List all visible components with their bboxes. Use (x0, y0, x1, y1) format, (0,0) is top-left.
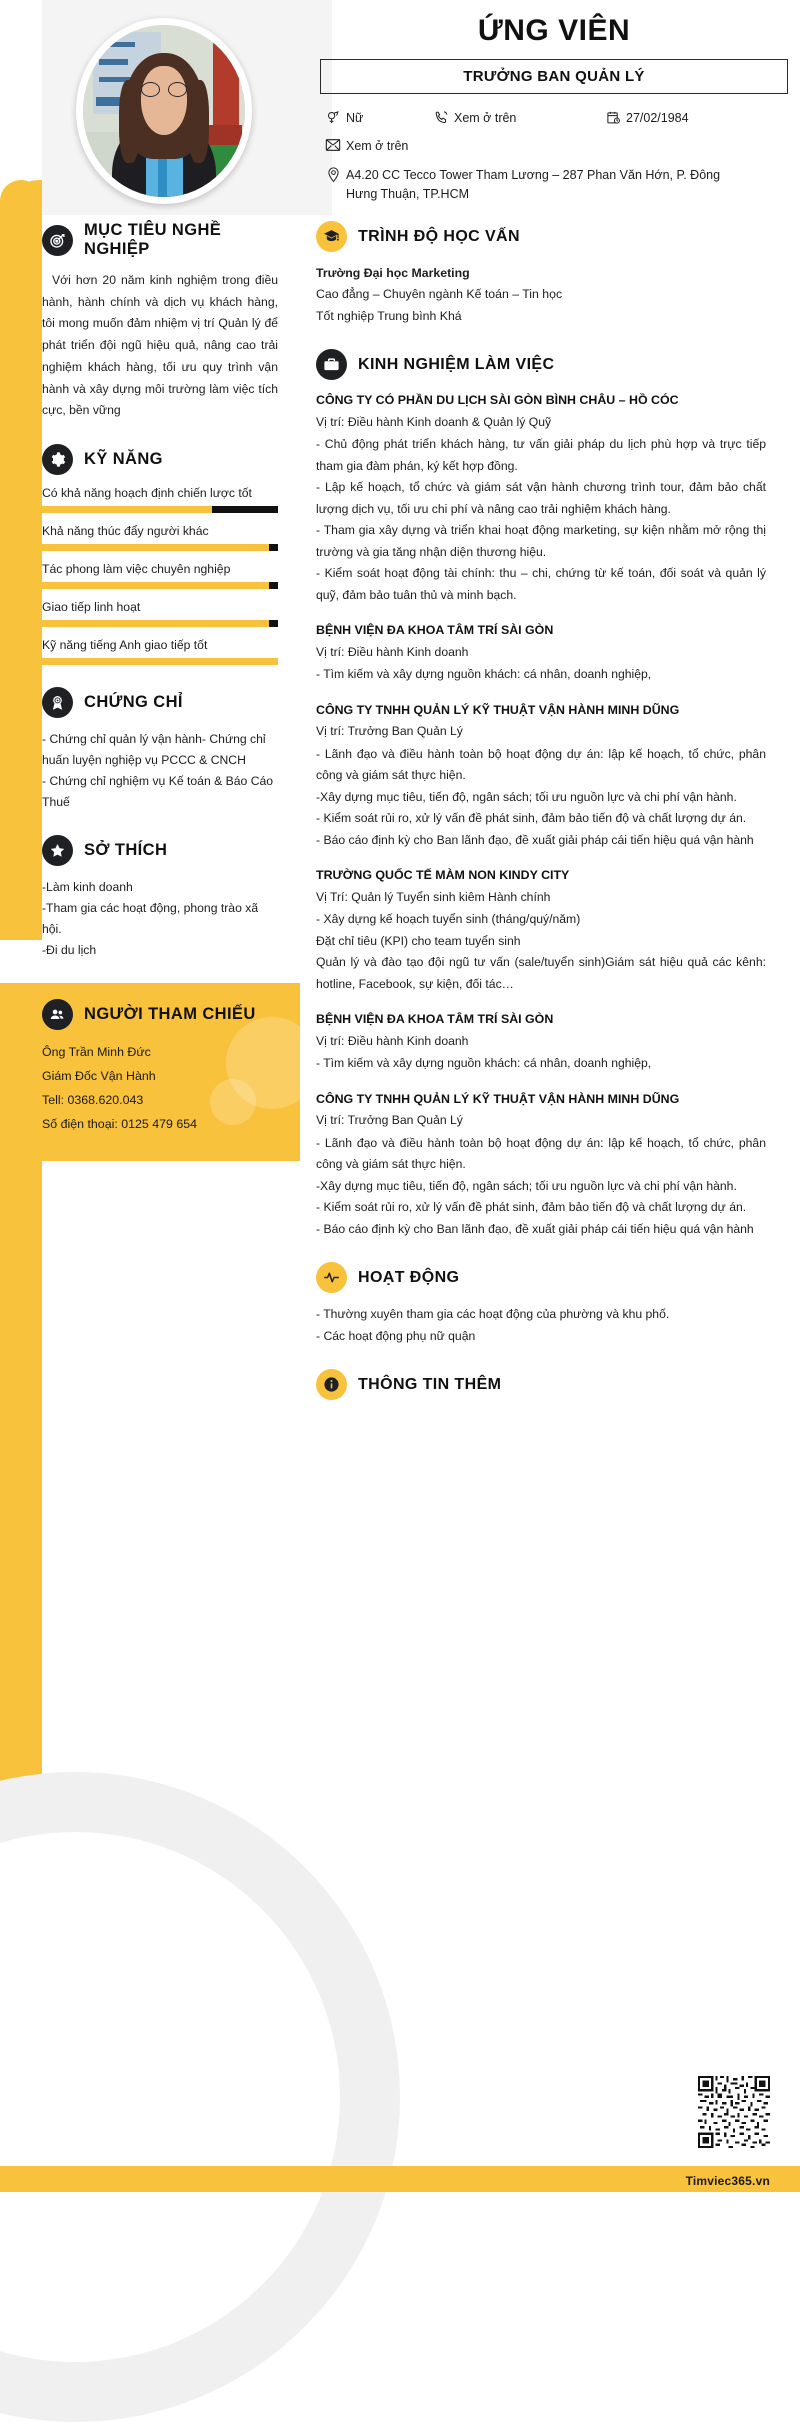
skill-label: Tác phong làm việc chuyên nghiệp (42, 562, 231, 577)
job-entry (316, 866, 766, 995)
job-role: Vị trí: Điều hành Kinh doanh (316, 644, 469, 659)
education-title: TRÌNH ĐỘ HỌC VẤN (358, 227, 520, 245)
reference-line: Ông Trần Minh Đức (42, 1044, 151, 1059)
job-duty: Đặt chỉ tiêu (KPI) cho team tuyển sinh (316, 933, 521, 948)
section-reference (0, 983, 300, 1161)
activities-header (316, 1262, 766, 1293)
skill-label: Kỹ năng tiếng Anh giao tiếp tốt (42, 638, 208, 653)
skill-bar-fill (42, 544, 269, 551)
section-objective (42, 221, 278, 422)
job-role: Vị trí: Điều hành Kinh doanh (316, 1033, 469, 1048)
graduation-cap-icon (316, 221, 347, 252)
skills-header (42, 444, 278, 475)
job-duty: - Chủ động phát triển khách hàng, tư vấn giải pháp du lịch phù hợp và trực tiếp tham gia đàm phán, ký kết hợp đồng. (316, 437, 766, 473)
calendar-icon (600, 109, 626, 125)
job-duty: -Xây dựng mục tiêu, tiến độ, ngân sách; tối ưu nguồn lực và chi phí vận hành. (316, 789, 737, 804)
award-icon (42, 687, 73, 718)
reference-line: Tell: 0368.620.043 (42, 1093, 144, 1108)
phone-icon (428, 109, 454, 125)
additional-title: THÔNG TIN THÊM (358, 1375, 502, 1393)
address-value: A4.20 CC Tecco Tower Tham Lương – 287 Phan Văn Hớn, P. Đông Hưng Thuận, TP.HCM (346, 167, 721, 202)
objective-title: MỤC TIÊU NGHỀ NGHIỆP (84, 221, 222, 258)
education-line: Cao đẳng – Chuyên ngành Kế toán – Tin học (316, 287, 563, 302)
certificate-item: - Chứng chỉ nghiệm vụ Kế toán & Báo Cáo Thuế (42, 774, 274, 809)
education-details (316, 284, 766, 327)
job-role: Vị Trí: Quản lý Tuyển sinh kiêm Hành chính (316, 889, 551, 904)
job-duty: - Kiểm soát hoạt động tài chính: thu – chi, chứng từ kế toán, đối soát và quản lý quỹ, đảm bảo tuân thủ và minh bạch. (316, 566, 766, 602)
certificate-item: - Chứng chỉ quản lý vận hành- Chứng chỉ huấn luyện nghiệp vụ PCCC & CNCH (42, 732, 266, 768)
skill-item (42, 486, 278, 513)
skill-bar-fill (42, 658, 278, 665)
job-entry (316, 701, 766, 851)
activity-pulse-icon (316, 1262, 347, 1293)
section-education (316, 221, 766, 327)
hobby-item: -Đi du lịch (42, 942, 97, 957)
phone-value: Xem ở trên (454, 111, 517, 125)
skill-bar-track (42, 544, 278, 551)
hobby-item: -Tham gia các hoạt động, phong trào xã hội. (42, 900, 259, 936)
job-role: Vị trí: Trưởng Ban Quản Lý (316, 1113, 463, 1128)
qr-code (698, 2076, 770, 2148)
activities-title: HOẠT ĐỘNG (358, 1268, 460, 1286)
job-duty: - Lập kế hoạch, tổ chức và giám sát vận hành chương trình tour, đảm bảo chất lượng dịch vụ, tối ưu chi phí và nâng cao trải nghiệm khách hàng. (316, 480, 766, 516)
contact-info (320, 109, 788, 205)
certificates-header (42, 687, 278, 718)
job-entry (316, 621, 766, 686)
section-additional (316, 1369, 766, 1400)
objective-header (42, 221, 278, 259)
activities-list (316, 1304, 766, 1347)
skill-bar-track (42, 506, 278, 513)
job-duty: Quản lý và đào tạo đội ngũ tư vấn (sale/tuyển sinh)Giám sát hiệu quả các kênh: hotline, Facebook, sự kiện, đối tác… (316, 955, 766, 991)
reference-title: NGƯỜI THAM CHIẾU (84, 1004, 256, 1023)
job-duty: - Báo cáo định kỳ cho Ban lãnh đạo, đề xuất giải pháp cái tiến hiệu quá vận hành (316, 1221, 754, 1236)
job-duty: - Tìm kiếm và xây dựng nguồn khách: cá nhân, doanh nghiệp, (316, 1056, 652, 1071)
contact-row-primary (320, 109, 788, 128)
job-duty: - Tham gia xây dựng và triển khai hoạt động marketing, sự kiện nhằm mở rộng thị trường và gia tăng nhận diện thương hiệu. (316, 523, 766, 559)
header-info (320, 14, 788, 214)
skill-item (42, 600, 278, 627)
experience-list (316, 391, 766, 1240)
star-icon (42, 835, 73, 866)
cv-body (0, 215, 800, 1422)
birthday-value: 27/02/1984 (626, 111, 689, 125)
skill-item (42, 638, 278, 665)
experience-title: KINH NGHIỆM LÀM VIỆC (358, 355, 555, 373)
additional-header (316, 1369, 766, 1400)
job-entry (316, 1010, 766, 1075)
section-hobbies (42, 835, 278, 961)
hobbies-title: SỞ THÍCH (84, 840, 168, 859)
job-entry (316, 1090, 766, 1240)
job-duty: - Báo cáo định kỳ cho Ban lãnh đạo, đề xuất giải pháp cái tiến hiệu quá vận hành (316, 832, 754, 847)
section-experience (316, 349, 766, 1240)
job-role: Vị trí: Trưởng Ban Quản Lý (316, 724, 463, 739)
section-skills (42, 444, 278, 665)
experience-header (316, 349, 766, 380)
gear-icon (42, 444, 73, 475)
qr-code-image (698, 2076, 770, 2148)
brand-label: Timviec365.vn (685, 2174, 770, 2188)
reference-line: Giám Đốc Vận Hành (42, 1069, 156, 1084)
hobby-item: -Làm kinh doanh (42, 879, 133, 894)
job-company: TRƯỜNG QUỐC TẾ MÀM NON KINDY CITY (316, 868, 570, 883)
education-header (316, 221, 766, 252)
sidebar (0, 221, 300, 1422)
gender-icon (320, 109, 346, 125)
briefcase-icon (316, 349, 347, 380)
section-certificates (42, 687, 278, 813)
contact-row-email (320, 137, 788, 156)
job-duty: - Kiểm soát rủi ro, xử lý vấn đề phát sinh, đảm bảo tiến độ và chất lượng dự án. (316, 1200, 747, 1215)
job-title-box: TRƯỞNG BAN QUẢN LÝ (320, 59, 788, 94)
job-duty: - Xây dựng kế hoạch tuyển sinh (tháng/quý/năm) (316, 912, 581, 927)
email-value: Xem ở trên (346, 139, 409, 154)
education-line: Tốt nghiệp Trung bình Khá (316, 308, 462, 323)
objective-text: Với hơn 20 năm kinh nghiệm trong điều hành, hành chính và dịch vụ khách hàng, tôi mong muốn đảm nhiệm vị trí Quản lý để phát triển đội ngũ hiệu quả, nâng cao trải nghiệm khách hàng, tối ưu quy trình vận hành và xây dựng môi trường làm việc tích cực, bền vững (42, 273, 278, 418)
skill-bar-track (42, 582, 278, 589)
skills-list (42, 486, 278, 665)
hobbies-header (42, 835, 278, 866)
gender-value: Nữ (346, 111, 364, 125)
contact-row-address (320, 166, 788, 205)
skill-label: Khả năng thúc đẩy người khác (42, 524, 209, 539)
job-role: Vị trí: Điều hành Kinh doanh & Quản lý Quỹ (316, 414, 552, 429)
skill-bar-fill (42, 506, 212, 513)
job-duty: - Tìm kiếm và xây dựng nguồn khách: cá nhân, doanh nghiệp, (316, 667, 652, 682)
education-school: Trường Đại học Marketing (316, 266, 470, 280)
skill-bar-track (42, 658, 278, 665)
activity-item: - Thường xuyên tham gia các hoạt động của phường và khu phố. (316, 1307, 670, 1322)
main-column (300, 221, 800, 1422)
certificates-list (42, 729, 278, 813)
job-duty: -Xây dựng mục tiêu, tiến độ, ngân sách; tối ưu nguồn lực và chi phí vận hành. (316, 1178, 737, 1193)
job-duty: - Lãnh đạo và điều hành toàn bộ hoạt động dự án: lập kế hoạch, tổ chức, phân công và giám sát thực hiện. (316, 746, 766, 783)
job-company: CÔNG TY TNHH QUẢN LÝ KỸ THUẬT VẬN HÀNH MINH DŨNG (316, 1091, 680, 1106)
hobbies-list (42, 877, 278, 961)
skill-label: Có khả năng hoạch định chiến lược tốt (42, 486, 252, 501)
skill-bar-fill (42, 582, 269, 589)
job-duty: - Lãnh đạo và điều hành toàn bộ hoạt động dự án: lập kế hoạch, tổ chức, phân công và giám sát thực hiện. (316, 1135, 766, 1172)
job-duty: - Kiểm soát rủi ro, xử lý vấn đề phát sinh, đảm bảo tiến độ và chất lượng dự án. (316, 811, 747, 826)
certificates-title: CHỨNG CHỈ (84, 693, 183, 712)
skill-item (42, 524, 278, 551)
skill-bar-track (42, 620, 278, 627)
section-activities (316, 1262, 766, 1347)
page-title: ỨNG VIÊN (477, 14, 631, 47)
job-company: CÔNG TY CÓ PHẦN DU LỊCH SÀI GÒN BÌNH CHÂU – HỒ CÓC (316, 393, 679, 408)
skill-bar-fill (42, 620, 269, 627)
reference-line: Số điện thoại: 0125 479 654 (42, 1117, 198, 1132)
activity-item: - Các hoạt động phụ nữ quận (316, 1328, 476, 1343)
job-company: BỆNH VIỆN ĐA KHOA TÂM TRÍ SÀI GÒN (316, 1012, 554, 1027)
skill-label: Giao tiếp linh hoạt (42, 600, 141, 615)
location-pin-icon (320, 166, 346, 183)
people-icon (42, 999, 73, 1030)
footer-bar (0, 2166, 800, 2192)
email-icon (320, 137, 346, 152)
job-company: BỆNH VIỆN ĐA KHOA TÂM TRÍ SÀI GÒN (316, 623, 554, 638)
skill-item (42, 562, 278, 589)
cv-header (0, 0, 800, 215)
reference-header (42, 999, 278, 1030)
job-entry (316, 391, 766, 606)
avatar (76, 18, 252, 204)
target-icon (42, 225, 73, 256)
avatar-photo (83, 25, 245, 197)
reference-list (42, 1040, 278, 1137)
info-icon (316, 1369, 347, 1400)
job-company: CÔNG TY TNHH QUẢN LÝ KỸ THUẬT VẬN HÀNH MINH DŨNG (316, 702, 680, 717)
skills-title: KỸ NĂNG (84, 450, 163, 469)
